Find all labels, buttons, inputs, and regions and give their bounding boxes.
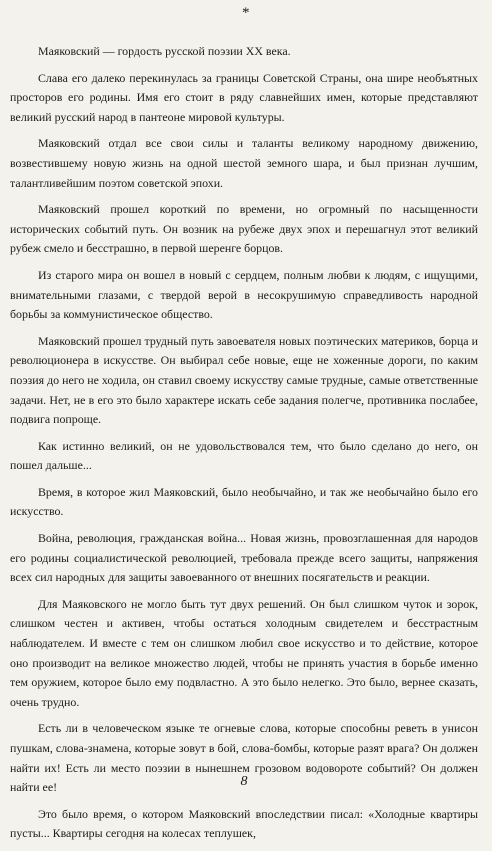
paragraph: Маяковский прошел трудный путь завоевателя новых поэтических материков, борца и революционера в искусстве. Он выбирал себе новые, еще не хоженные дороги, по каким поэзия до него не ходила, он ставил своему искусству самые трудные, самые ответственные задачи. Нет, не в его это было характере искать себе задания полегче, противника послабее, подвига попроще.	[10, 333, 478, 427]
body-text	[10, 42, 478, 851]
paragraph: Для Маяковского не могло быть тут двух решений. Он был слишком чуток и зорок, слишком честен и активен, чтобы остаться холодным свидетелем и бесстрастным наблюдателем. И вместе с тем он слишком любил свое искусство и то действие, которое оно производит на великое множество людей, чтобы не принять участия в борьбе именно тем оружием, которое было ему подвластно. А это было нелегко. Это было, вернее сказать, очень трудно.	[10, 596, 478, 709]
paragraph: Маяковский отдал все свои силы и таланты великому народному движению, возвестившему новую жизнь на одной шестой земного шара, и был признан лучшим, талантливейшим поэтом советской эпохи.	[10, 136, 478, 190]
paragraph: Маяковский прошел короткий по времени, но огромный по насыщенности исторических событий путь. Он возник на рубеже двух эпох и перешагнул этот великий рубеж смело и бесстрашно, в первой шеренге борцов.	[10, 202, 478, 256]
paragraph: Война, революция, гражданская война... Новая жизнь, провозглашенная для народов его родины социалистической революцией, требовала прежде всего защиты, напряжения всех сил народных для защиты завоеванного от внешних посягательств и реакции.	[10, 531, 478, 585]
paragraph: Маяковский — гордость русской поэзии XX века.	[38, 44, 291, 58]
paragraph: Время, в которое жил Маяковский, было необычайно, и так же необычайно было его искусство.	[10, 484, 478, 519]
page-number: 8	[240, 774, 248, 789]
paragraph: Это было время, о котором Маяковский впоследствии писал: «Холодные квартиры пусты... Квартиры сегодня на колесах теплушек,	[10, 806, 478, 841]
paragraph: Из старого мира он вошел в новый с сердцем, полным любви к людям, с ищущими, внимательными глазами, с твердой верой в несокрушимую справедливость народной борьбы за коммунистическое общество.	[10, 267, 478, 322]
asterisk-ornament: *	[242, 5, 250, 21]
book-page	[10, 0, 478, 841]
paragraph: Как истинно великий, он не удовольствовался тем, что было сделано до него, он пошел дальше...	[10, 438, 478, 473]
paragraph: Есть ли в человеческом языке те огневые слова, которые способны реветь в унисон пушкам, слова-знамена, которые зовут в бой, слова-бомбы, которые разят врага? Он должен найти их! Есть ли место поэзии в нынешнем грозовом водовороте событий? Он должен найти ее!	[10, 721, 478, 795]
paragraph: Слава его далеко перекинулась за границы Советской Страны, она шире необъятных просторов его родины. Имя его стоит в ряду славнейших имен, которые представляют великий русский народ в пантеоне мировой культуры.	[10, 70, 478, 124]
